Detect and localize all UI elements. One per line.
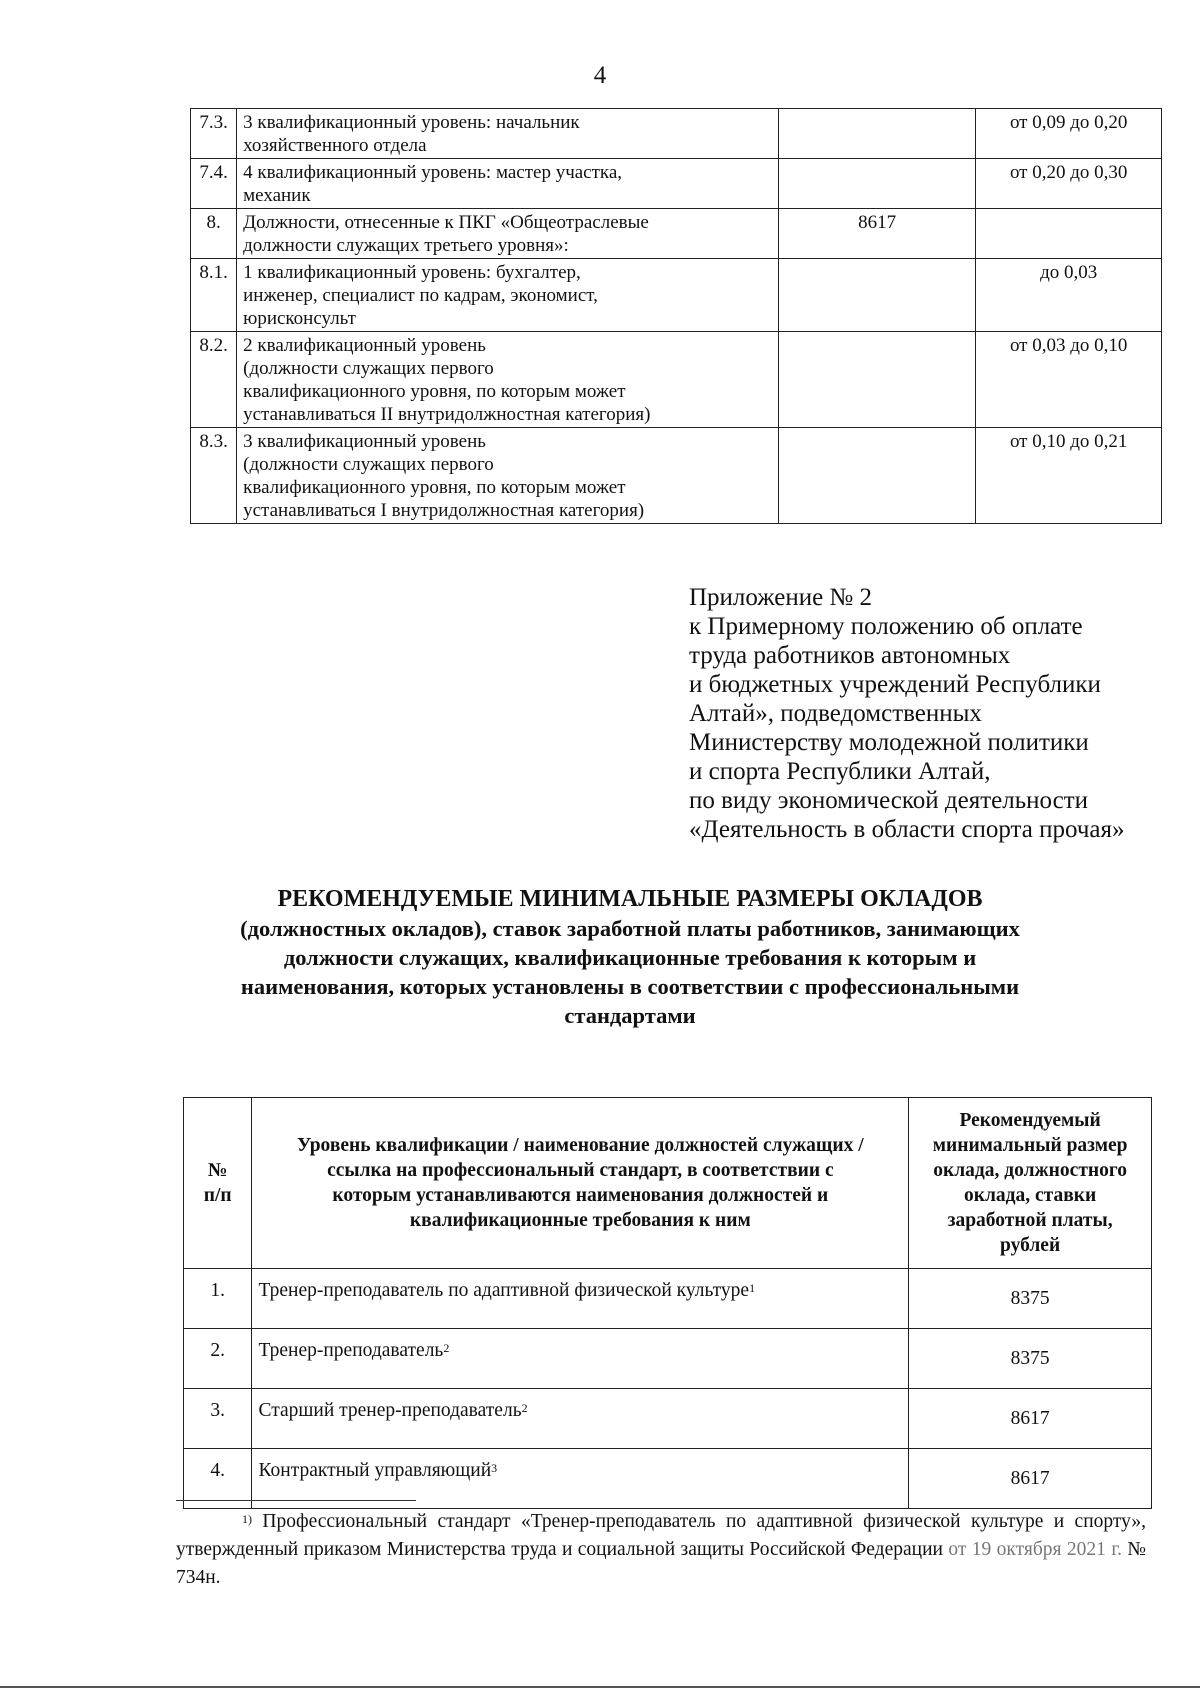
row-position <box>252 1329 909 1389</box>
table-row <box>191 259 1162 332</box>
row-salary <box>778 259 975 332</box>
table-row <box>184 1269 1152 1329</box>
table-row <box>191 159 1162 209</box>
row-coefficient: от 0,10 до 0,21 <box>976 428 1162 524</box>
table-row <box>191 209 1162 259</box>
footnote-ref: 3 <box>491 1461 498 1475</box>
document-heading <box>150 885 1110 1030</box>
row-number: 7.4. <box>191 159 237 209</box>
row-description <box>237 209 779 259</box>
row-number: 8.3. <box>191 428 237 524</box>
row-salary <box>778 428 975 524</box>
appendix-line: Министерству молодежной политики <box>689 729 1089 756</box>
heading-line: стандартами <box>564 1003 696 1028</box>
footnote-order: № 734н. <box>176 1539 1147 1588</box>
description-line: (должности служащих первого <box>243 358 494 379</box>
description-line: 3 квалификационный уровень: начальник <box>243 112 580 133</box>
qualification-coefficient-table <box>190 108 1162 524</box>
appendix-line: и спорта Республики Алтай, <box>689 758 991 785</box>
row-description <box>237 259 779 332</box>
position-name: Тренер-преподаватель по адаптивной физической культуре <box>258 1280 750 1301</box>
table-row <box>184 1329 1152 1389</box>
description-line: 4 квалификационный уровень: мастер участка, <box>243 162 623 183</box>
table-row <box>184 1389 1152 1449</box>
row-number: 4. <box>184 1449 252 1509</box>
appendix-line: Приложение № 2 <box>689 584 873 611</box>
row-description <box>237 428 779 524</box>
page-bottom-edge <box>0 1686 1200 1688</box>
position-name: Старший тренер-преподаватель <box>258 1400 522 1421</box>
row-coefficient: от 0,03 до 0,10 <box>976 332 1162 428</box>
description-line: (должности служащих первого <box>243 454 494 475</box>
position-name: Тренер-преподаватель <box>258 1340 444 1361</box>
page-number: 4 <box>593 62 607 89</box>
footnote-date: от 19 октября 2021 г. <box>948 1539 1122 1560</box>
table-row <box>191 428 1162 524</box>
row-position <box>252 1389 909 1449</box>
description-line: должности служащих третьего уровня»: <box>243 235 569 256</box>
row-number: 3. <box>184 1389 252 1449</box>
minimum-salary-table <box>183 1097 1152 1509</box>
row-description <box>237 109 779 159</box>
table-header-row <box>184 1098 1152 1269</box>
appendix-line: и бюджетных учреждений Республики <box>689 671 1101 698</box>
header-qualification: Уровень квалификации / наименование должностей служащих / ссылка на профессиональный стандарт, в соответствии с которым устанавливаются наименования должностей и квалификационные требования к ним <box>252 1098 909 1269</box>
row-number: 8. <box>191 209 237 259</box>
description-line: 3 квалификационный уровень <box>243 431 486 452</box>
row-salary: 8617 <box>909 1449 1152 1509</box>
row-salary <box>778 332 975 428</box>
row-description <box>237 332 779 428</box>
appendix-line: по виду экономической деятельности <box>689 787 1088 814</box>
heading-title: РЕКОМЕНДУЕМЫЕ МИНИМАЛЬНЫЕ РАЗМЕРЫ ОКЛАДОВ <box>277 886 983 912</box>
footnote-marker: 1) <box>242 1512 252 1526</box>
row-coefficient: от 0,09 до 0,20 <box>976 109 1162 159</box>
row-number: 2. <box>184 1329 252 1389</box>
description-line: устанавливаться I внутридолжностная категория) <box>243 500 645 521</box>
position-name: Контрактный управляющий <box>258 1460 492 1481</box>
description-line: Должности, отнесенные к ПКГ «Общеотраслевые <box>243 212 649 233</box>
appendix-line: Алтай», подведомственных <box>689 700 982 727</box>
row-salary <box>778 159 975 209</box>
row-number: 8.1. <box>191 259 237 332</box>
row-salary: 8375 <box>909 1269 1152 1329</box>
appendix-reference <box>689 583 1125 844</box>
row-number: 1. <box>184 1269 252 1329</box>
row-salary: 8375 <box>909 1329 1152 1389</box>
description-line: механик <box>243 185 311 206</box>
heading-line: наименования, которых установлены в соответствии с профессиональными <box>240 974 1020 999</box>
row-coefficient <box>976 209 1162 259</box>
row-salary <box>778 109 975 159</box>
footnote-ref: 1 <box>749 1281 756 1295</box>
heading-line: должности служащих, квалификационные требования к которым и <box>283 945 977 970</box>
row-position <box>252 1269 909 1329</box>
description-line: 1 квалификационный уровень: бухгалтер, <box>243 262 581 283</box>
footnote-ref: 2 <box>521 1401 528 1415</box>
appendix-line: труда работников автономных <box>689 642 1011 669</box>
description-line: квалификационного уровня, по которым может <box>243 381 626 402</box>
footnote-text: Профессиональный стандарт «Тренер-преподаватель по адаптивной физической культуре и спорту», утвержденный приказом Министерства труда и социальной защиты Российской Федерации <box>176 1511 1147 1560</box>
table-row <box>191 109 1162 159</box>
row-number: 8.2. <box>191 332 237 428</box>
heading-line: (должностных окладов), ставок заработной платы работников, занимающих <box>240 916 1020 941</box>
header-salary: Рекомендуемый минимальный размер оклада, должностного оклада, ставки заработной платы, рублей <box>909 1098 1152 1269</box>
row-description <box>237 159 779 209</box>
row-salary: 8617 <box>778 209 975 259</box>
description-line: квалификационного уровня, по которым может <box>243 477 626 498</box>
description-line: хозяйственного отдела <box>243 135 427 156</box>
description-line: 2 квалификационный уровень <box>243 335 486 356</box>
row-coefficient: до 0,03 <box>976 259 1162 332</box>
appendix-line: «Деятельность в области спорта прочая» <box>689 816 1125 843</box>
description-line: устанавливаться II внутридолжностная категория) <box>243 404 651 425</box>
row-salary: 8617 <box>909 1389 1152 1449</box>
description-line: юрисконсульт <box>243 308 356 329</box>
row-number: 7.3. <box>191 109 237 159</box>
footnote-divider <box>176 1500 416 1501</box>
header-number: № п/п <box>184 1098 252 1269</box>
table-row <box>191 332 1162 428</box>
row-coefficient: от 0,20 до 0,30 <box>976 159 1162 209</box>
footnote-ref: 2 <box>443 1341 450 1355</box>
footnote <box>176 1508 1146 1592</box>
appendix-line: к Примерному положению об оплате <box>689 613 1083 640</box>
description-line: инженер, специалист по кадрам, экономист, <box>243 285 598 306</box>
